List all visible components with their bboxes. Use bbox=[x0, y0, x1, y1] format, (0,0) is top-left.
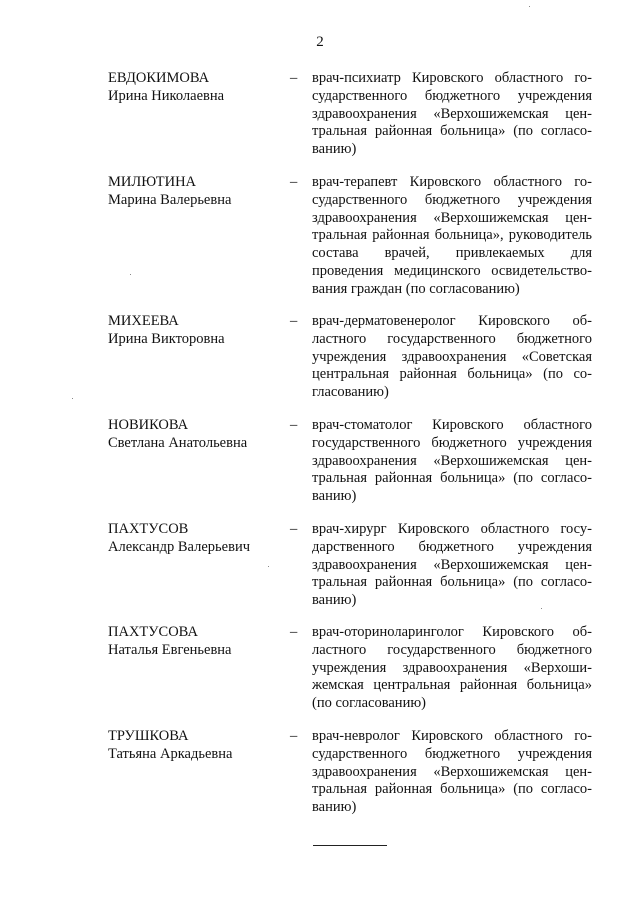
member-given-names: Ирина Викторовна bbox=[108, 330, 225, 347]
dash-separator: – bbox=[290, 313, 298, 329]
member-position: врач-дерматовенеролог Кировского областного государственного бюджетного учреждения здравоохранения «Советская центральная районная больница» (по согласованию) bbox=[312, 313, 592, 401]
member-position: врач-терапевт Кировского областного государственного бюджетного учреждения здравоохранения «Верхошижемская центральная районная больница», руководитель состава врачей, привлекаемых для проведения медицинского освидетельствования граждан (по согласованию) bbox=[312, 174, 592, 297]
dash-separator: – bbox=[290, 624, 298, 640]
member-name bbox=[108, 728, 288, 764]
dash-separator: – bbox=[290, 417, 298, 433]
member-surname: МИХЕЕВА bbox=[108, 313, 179, 329]
end-of-list-rule bbox=[313, 845, 387, 846]
scan-speck bbox=[541, 608, 542, 609]
member-surname: ТРУШКОВА bbox=[108, 728, 189, 744]
member-given-names: Александр Валерьевич bbox=[108, 538, 250, 555]
member-given-names: Светлана Анатольевна bbox=[108, 434, 248, 451]
member-name bbox=[108, 70, 288, 106]
member-name bbox=[108, 624, 288, 660]
member-name bbox=[108, 521, 288, 557]
dash-separator: – bbox=[290, 70, 298, 86]
member-name bbox=[108, 174, 288, 210]
member-position: врач-стоматолог Кировского областного государственного бюджетного учреждения здравоохранения «Верхошижемская центральная районная больница» (по согласованию) bbox=[312, 417, 592, 505]
page-number: 2 bbox=[316, 34, 324, 50]
member-given-names: Ирина Николаевна bbox=[108, 87, 225, 104]
member-position: врач-хирург Кировского областного государственного бюджетного учреждения здравоохранения «Верхошижемская центральная районная больница» (по согласованию) bbox=[312, 521, 592, 609]
dash-separator: – bbox=[290, 174, 298, 190]
scan-speck bbox=[72, 398, 73, 399]
scan-speck bbox=[268, 566, 269, 567]
dash-separator: – bbox=[290, 728, 298, 744]
member-given-names: Наталья Евгеньевна bbox=[108, 641, 232, 658]
member-given-names: Марина Валерьевна bbox=[108, 191, 232, 208]
scan-speck bbox=[130, 274, 131, 275]
member-surname: МИЛЮТИНА bbox=[108, 174, 197, 190]
member-name bbox=[108, 417, 288, 453]
member-position: врач-психиатр Кировского областного государственного бюджетного учреждения здравоохранения «Верхошижемская центральная районная больница» (по согласованию) bbox=[312, 70, 592, 158]
member-given-names: Татьяна Аркадьевна bbox=[108, 745, 233, 762]
member-surname: ПАХТУСОВ bbox=[108, 521, 189, 537]
member-position: врач-оториноларинголог Кировского областного государственного бюджетного учреждения здравоохранения «Верхошижемская центральная районная больница» (по согласованию) bbox=[312, 624, 592, 712]
scan-speck bbox=[529, 6, 530, 7]
dash-separator: – bbox=[290, 521, 298, 537]
member-surname: НОВИКОВА bbox=[108, 417, 189, 433]
member-position: врач-невролог Кировского областного государственного бюджетного учреждения здравоохранения «Верхошижемская центральная районная больница» (по согласованию) bbox=[312, 728, 592, 816]
member-name bbox=[108, 313, 288, 349]
member-surname: ПАХТУСОВА bbox=[108, 624, 198, 640]
member-surname: ЕВДОКИМОВА bbox=[108, 70, 210, 86]
